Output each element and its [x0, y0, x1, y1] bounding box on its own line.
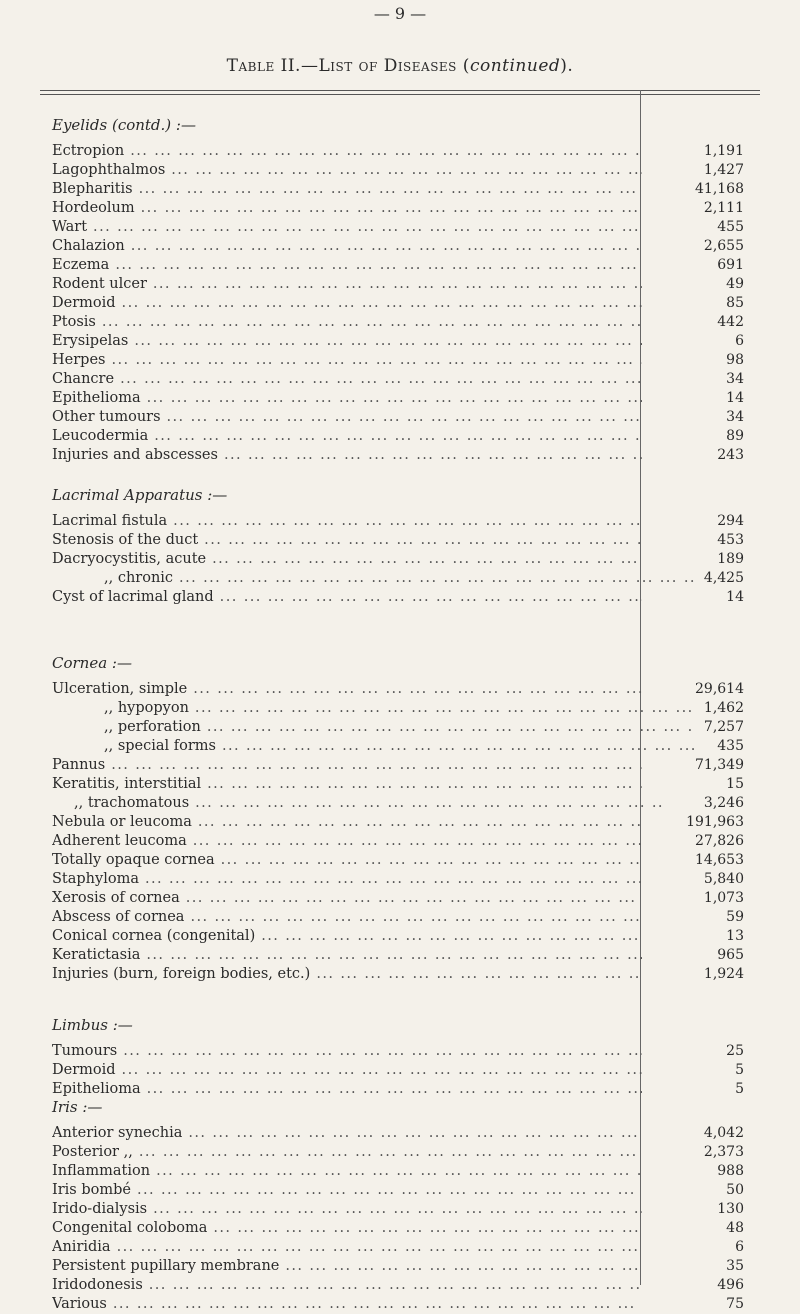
- row-value: 15: [726, 776, 744, 792]
- row-value: 85: [726, 295, 744, 311]
- row-label: Keratictasia ... .: [52, 946, 642, 965]
- table-row: [52, 1238, 772, 1257]
- row-value: 1,073: [703, 890, 744, 906]
- row-value: 14: [726, 390, 744, 406]
- section-heading: Iris :—: [52, 1098, 103, 1116]
- table-row: [52, 737, 772, 756]
- table-row: [52, 699, 772, 718]
- row-label: Herpes ... .: [52, 351, 642, 370]
- row-label: Dermoid ... .: [52, 294, 642, 313]
- table-row: [52, 351, 772, 370]
- table-row: [52, 588, 772, 607]
- row-value: 5: [735, 1062, 744, 1078]
- row-label: Wart ... .: [52, 218, 642, 237]
- row-label: Injuries (burn, foreign bodies, etc.) ... .: [52, 965, 642, 984]
- row-value: 35: [726, 1258, 744, 1274]
- table-row: [52, 927, 772, 946]
- row-label: Erysipelas ... .: [52, 332, 642, 351]
- table-row: [52, 946, 772, 965]
- row-value: 4,425: [703, 570, 744, 586]
- table-row: [52, 275, 772, 294]
- row-value: 2,655: [703, 238, 744, 254]
- table-row: [52, 813, 772, 832]
- row-label: Ulceration, simple ... .: [52, 680, 642, 699]
- table-row: [52, 1042, 772, 1061]
- table-row: [52, 427, 772, 446]
- section-heading: Eyelids (contd.) :—: [52, 116, 196, 134]
- table-row: [52, 851, 772, 870]
- table-row: [52, 370, 772, 389]
- row-value: 496: [717, 1277, 744, 1293]
- section-iris: [52, 1096, 772, 1314]
- page-number: — 9 —: [373, 4, 427, 23]
- table-row: [52, 199, 772, 218]
- row-label: Irido-dialysis ... .: [52, 1200, 642, 1219]
- table-row: [52, 256, 772, 275]
- row-value: 29,614: [695, 681, 744, 697]
- row-value: 294: [717, 513, 744, 529]
- row-label: Epithelioma ... .: [52, 1080, 642, 1099]
- row-value: 130: [717, 1201, 744, 1217]
- row-label: Eczema ... .: [52, 256, 642, 275]
- table-row: [52, 965, 772, 984]
- section-cornea: [52, 652, 772, 984]
- row-value: 13: [726, 928, 744, 944]
- section-heading: Limbus :—: [52, 1016, 133, 1034]
- table-row: [52, 1162, 772, 1181]
- row-label: Dacryocystitis, acute ... .: [52, 550, 642, 569]
- row-label: Aniridia ... .: [52, 1238, 642, 1257]
- table-row: [52, 1295, 772, 1314]
- table-row: [52, 1257, 772, 1276]
- table-row: [52, 550, 772, 569]
- table-row: [52, 794, 772, 813]
- row-label: Injuries and abscesses ... .: [52, 446, 642, 465]
- row-label: Chancre ... .: [52, 370, 642, 389]
- row-value: 49: [726, 276, 744, 292]
- section-eyelids: [52, 114, 772, 465]
- table-row: [52, 908, 772, 927]
- title-suffix: ).: [560, 56, 574, 76]
- table-row: [52, 294, 772, 313]
- top-rule: [40, 90, 760, 91]
- table-row: [52, 313, 772, 332]
- table-row: [52, 1181, 772, 1200]
- row-value: 453: [717, 532, 744, 548]
- row-label: Blepharitis ... .: [52, 180, 642, 199]
- row-label: Tumours ... .: [52, 1042, 642, 1061]
- row-label: ,, special forms ... .: [52, 737, 694, 756]
- row-label: Dermoid ... .: [52, 1061, 642, 1080]
- table-row: [52, 1276, 772, 1295]
- row-label: Cyst of lacrimal gland ... .: [52, 588, 642, 607]
- row-value: 1,427: [703, 162, 744, 178]
- table-row: [52, 218, 772, 237]
- row-label: Nebula or leucoma ... .: [52, 813, 642, 832]
- row-value: 6: [735, 1239, 744, 1255]
- row-label: Posterior ,, ... .: [52, 1143, 642, 1162]
- table-title: [0, 56, 800, 76]
- table-row: [52, 389, 772, 408]
- row-value: 243: [717, 447, 744, 463]
- row-label: Ectropion ... .: [52, 142, 642, 161]
- table-row: [52, 180, 772, 199]
- row-label: Anterior synechia ... .: [52, 1124, 642, 1143]
- row-value: 75: [726, 1296, 744, 1312]
- row-value: 6: [735, 333, 744, 349]
- table-row: [52, 889, 772, 908]
- row-label: Keratitis, interstitial ... .: [52, 775, 642, 794]
- row-label: Staphyloma ... .: [52, 870, 642, 889]
- section-heading: Cornea :—: [52, 654, 132, 672]
- row-label: Adherent leucoma ... .: [52, 832, 642, 851]
- row-value: 7,257: [703, 719, 744, 735]
- table-row: [52, 756, 772, 775]
- row-label: Congenital coloboma ... .: [52, 1219, 642, 1238]
- row-label: ,, perforation ... .: [52, 718, 694, 737]
- table-row: [52, 446, 772, 465]
- row-value: 4,042: [703, 1125, 744, 1141]
- table-row: [52, 332, 772, 351]
- row-label: Hordeolum ... .: [52, 199, 642, 218]
- row-label: Pannus ... .: [52, 756, 642, 775]
- row-label: Conical cornea (congenital) ... .: [52, 927, 642, 946]
- table-row: [52, 718, 772, 737]
- row-value: 5: [735, 1081, 744, 1097]
- row-value: 2,373: [703, 1144, 744, 1160]
- table-row: [52, 237, 772, 256]
- row-label: Chalazion ... .: [52, 237, 642, 256]
- title-continued: continued: [469, 56, 561, 76]
- row-value: 965: [717, 947, 744, 963]
- row-value: 1,462: [703, 700, 744, 716]
- row-value: 5,840: [703, 871, 744, 887]
- row-value: 435: [717, 738, 744, 754]
- row-value: 71,349: [695, 757, 744, 773]
- top-rule-double: [40, 94, 760, 95]
- row-value: 14: [726, 589, 744, 605]
- row-value: 14,653: [695, 852, 744, 868]
- section-limbus: [52, 1014, 772, 1099]
- table-row: [52, 680, 772, 699]
- table-row: [52, 1143, 772, 1162]
- table-row: [52, 142, 772, 161]
- title-prefix: Table II.—List of Diseases (: [226, 56, 470, 76]
- row-value: 442: [717, 314, 744, 330]
- row-label: Leucodermia ... .: [52, 427, 642, 446]
- row-label: Lagophthalmos ... .: [52, 161, 642, 180]
- row-value: 455: [717, 219, 744, 235]
- table-row: [52, 1124, 772, 1143]
- row-value: 48: [726, 1220, 744, 1236]
- table-row: [52, 569, 772, 588]
- row-label: Iris bombé ... .: [52, 1181, 642, 1200]
- row-label: Totally opaque cornea ... .: [52, 851, 642, 870]
- row-value: 2,111: [703, 200, 744, 216]
- row-label: Epithelioma ... .: [52, 389, 642, 408]
- table-row: [52, 531, 772, 550]
- row-label: Inflammation ... .: [52, 1162, 642, 1181]
- row-value: 25: [726, 1043, 744, 1059]
- row-value: 34: [726, 409, 744, 425]
- table-row: [52, 1200, 772, 1219]
- row-label: Rodent ulcer ... .: [52, 275, 642, 294]
- table-row: [52, 512, 772, 531]
- row-label: Abscess of cornea ... .: [52, 908, 642, 927]
- row-label: Various ... .: [52, 1295, 642, 1314]
- row-value: 3,246: [703, 795, 744, 811]
- row-value: 59: [726, 909, 744, 925]
- table-row: [52, 408, 772, 427]
- table-row: [52, 775, 772, 794]
- table-row: [52, 1219, 772, 1238]
- row-value: 1,191: [703, 143, 744, 159]
- row-value: 41,168: [695, 181, 744, 197]
- row-value: 89: [726, 428, 744, 444]
- row-value: 691: [717, 257, 744, 273]
- table-row: [52, 1061, 772, 1080]
- row-label: Stenosis of the duct ... .: [52, 531, 642, 550]
- row-label: Other tumours ... .: [52, 408, 642, 427]
- row-value: 189: [717, 551, 744, 567]
- table-row: [52, 161, 772, 180]
- table-row: [52, 870, 772, 889]
- row-label: Ptosis ... .: [52, 313, 642, 332]
- row-label: Lacrimal fistula ... .: [52, 512, 642, 531]
- row-value: 191,963: [686, 814, 744, 830]
- row-value: 27,826: [695, 833, 744, 849]
- table-row: [52, 832, 772, 851]
- section-lacrimal-apparatus: [52, 484, 772, 607]
- row-label: Iridodonesis ... .: [52, 1276, 642, 1295]
- row-label: ,, chronic ... .: [52, 569, 694, 588]
- row-label: Persistent pupillary membrane ... .: [52, 1257, 642, 1276]
- row-value: 98: [726, 352, 744, 368]
- row-label: Xerosis of cornea ... .: [52, 889, 642, 908]
- row-value: 50: [726, 1182, 744, 1198]
- row-value: 988: [717, 1163, 744, 1179]
- row-value: 34: [726, 371, 744, 387]
- row-value: 1,924: [703, 966, 744, 982]
- row-label: ,, trachomatous ... .: [52, 794, 664, 813]
- section-heading: Lacrimal Apparatus :—: [52, 486, 228, 504]
- row-label: ,, hypopyon ... .: [52, 699, 694, 718]
